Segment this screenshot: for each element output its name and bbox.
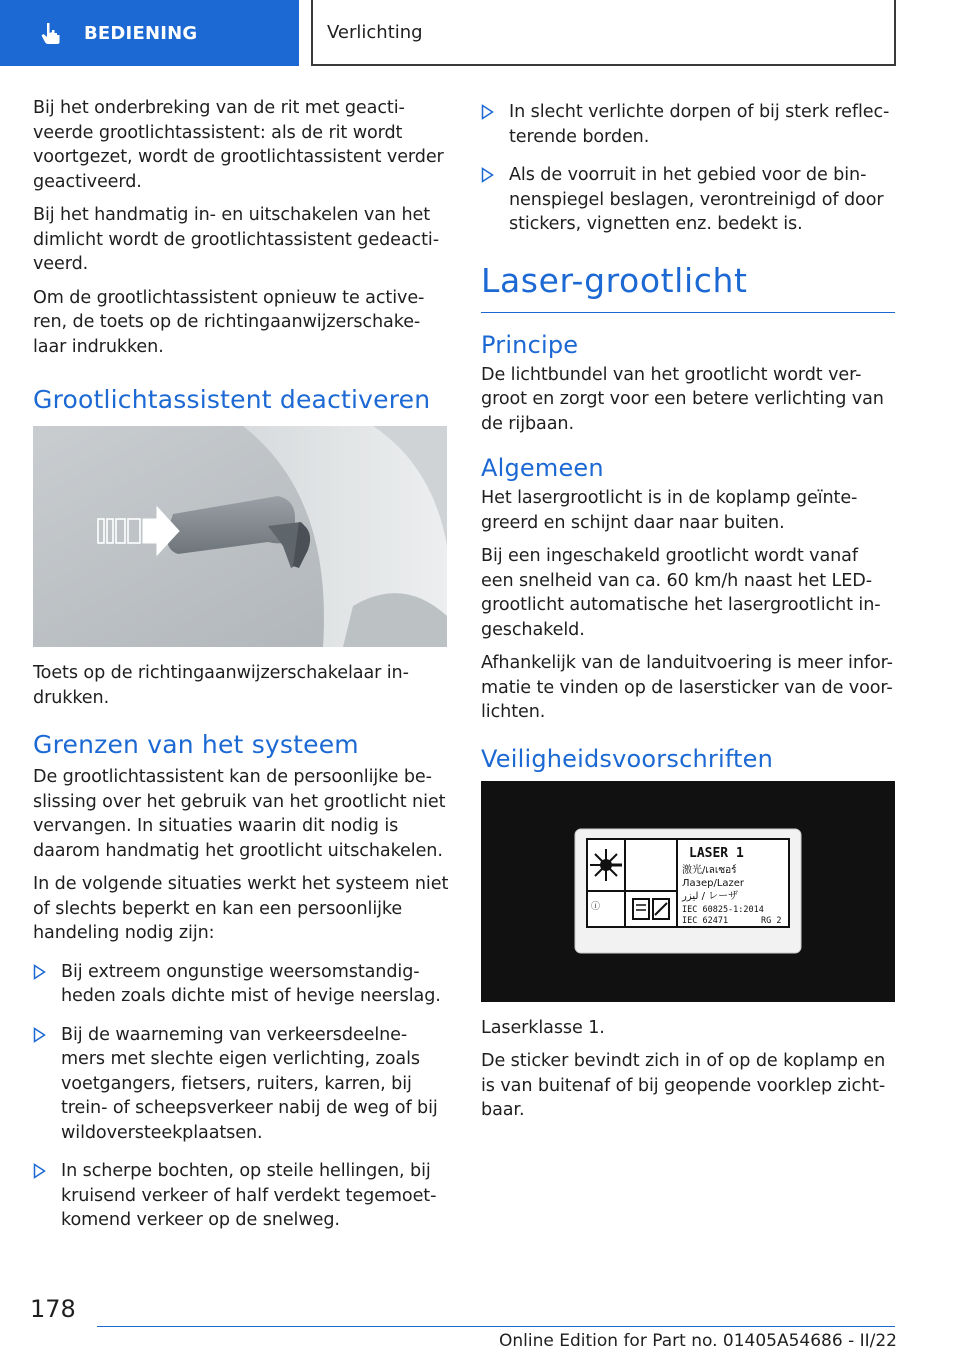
edition-text: Online Edition for Part no. 01405A54686 - II/22 xyxy=(498,1331,897,1351)
left-column xyxy=(33,96,449,1247)
paragraph: Bij het handmatig in- en uitschakelen van het dimlicht wordt de grootlichtassistent gedeacti-veerd. xyxy=(33,205,439,274)
page-number: 178 xyxy=(30,1295,76,1323)
list-item-text: Bij de waarneming van verkeersdeelne-mers met slechte eigen verlichting, zoals voetgangers, fietsers, ruiters, karren, bij trein- of scheepsverkeer nabij de weg of bij wildoversteekplaatsen. xyxy=(61,1024,438,1143)
paragraph: Het lasergrootlicht is in de koplamp geïnte-greerd en schijnt daar naar buiten. xyxy=(481,488,858,533)
limits-list-continued xyxy=(481,100,895,237)
triangle-bullet-icon xyxy=(481,104,494,120)
section-tab xyxy=(0,0,299,66)
footer-divider xyxy=(97,1326,895,1327)
triangle-bullet-icon xyxy=(33,964,46,980)
laser-class-sticker-image xyxy=(481,781,895,1002)
paragraph: Bij een ingeschakeld grootlicht wordt vanaf een snelheid van ca. 60 km/h naast het LED-grootlicht automatische het lasergrootlicht in-geschakeld. xyxy=(481,546,881,640)
hand-pointer-icon xyxy=(38,20,64,46)
laser-line-2: Лазер/Lazer xyxy=(682,877,745,889)
list-item-text: Bij extreem ongunstige weersomstandig-heden zoals dichte mist of hevige neerslag. xyxy=(61,961,441,1006)
list-item-text: In slecht verlichte dorpen of bij sterk reflec-terende borden. xyxy=(509,102,890,147)
laser-line-1: 激光/เลเซอร์ xyxy=(682,864,737,876)
right-column xyxy=(481,100,895,1132)
svg-text:ⓘ: ⓘ xyxy=(591,901,601,912)
heading-safety: Veiligheidsvoorschriften xyxy=(481,744,774,773)
paragraph: De lichtbundel van het grootlicht wordt ver-groot en zorgt voor een betere verlichting van de rijbaan. xyxy=(481,364,884,434)
paragraph: Laserklasse 1. xyxy=(481,1017,605,1038)
heading-deactivate: Grootlichtassistent deactiveren xyxy=(33,385,431,414)
figure-caption: Toets op de richtingaanwijzerschakelaar in-drukken. xyxy=(33,663,409,708)
laser-standard-2: IEC 62471 xyxy=(682,915,729,926)
turn-signal-lever-illustration xyxy=(33,426,447,647)
laser-standard-1: IEC 60825-1:2014 xyxy=(682,904,764,915)
section-label: BEDIENING xyxy=(84,22,198,44)
list-item xyxy=(33,1159,449,1233)
list-item xyxy=(481,100,895,149)
triangle-bullet-icon xyxy=(33,1027,46,1043)
triangle-bullet-icon xyxy=(33,1163,46,1179)
chapter-heading: Laser-grootlicht xyxy=(481,261,895,313)
chapter-tab xyxy=(311,0,896,66)
paragraph: Afhankelijk van de landuitvoering is meer infor-matie te vinden op de lasersticker van de voor-lichten. xyxy=(481,653,893,722)
list-item xyxy=(481,163,895,237)
list-item xyxy=(33,1023,449,1146)
list-item-text: In scherpe bochten, op steile hellingen, bij kruisend verkeer of half verdekt tegemoet-komend verkeer op de snelweg. xyxy=(61,1161,437,1230)
limits-list xyxy=(33,960,449,1233)
heading-limits: Grenzen van het systeem xyxy=(33,730,359,759)
list-item xyxy=(33,960,449,1009)
heading-principle: Principe xyxy=(481,330,579,359)
chapter-title: Verlichting xyxy=(327,21,423,43)
paragraph: De sticker bevindt zich in of op de koplamp en is van buitenaf of bij geopende voorklep zicht-baar. xyxy=(481,1051,886,1120)
laser-line-3: ليزر / レーザ xyxy=(682,890,739,902)
list-item-text: Als de voorruit in het gebied voor de bin-nenspiegel beslagen, verontreinigd of door stickers, vignetten enz. bedekt is. xyxy=(509,165,884,234)
heading-general: Algemeen xyxy=(481,454,604,482)
laser-title: LASER 1 xyxy=(689,845,744,861)
paragraph: Bij het onderbreking van de rit met geacti-veerde grootlichtassistent: als de rit wordt voortgezet, wordt de grootlichtassistent verder geactiveerd. xyxy=(33,98,444,192)
triangle-bullet-icon xyxy=(481,167,494,183)
paragraph: De grootlichtassistent kan de persoonlijke be-slissing over het gebruik van het grootlicht niet vervangen. In situaties waarin dit nodig is daarom handmatig het grootlicht uitschakelen. xyxy=(33,767,446,861)
paragraph: In de volgende situaties werkt het systeem niet of slechts beperkt en kan een persoonlijke handeling nodig zijn: xyxy=(33,874,449,943)
laser-standard-2-group: RG 2 xyxy=(761,915,782,926)
paragraph: Om de grootlichtassistent opnieuw te active-ren, de toets op de richtingaanwijzerschake-laar indrukken. xyxy=(33,287,425,357)
